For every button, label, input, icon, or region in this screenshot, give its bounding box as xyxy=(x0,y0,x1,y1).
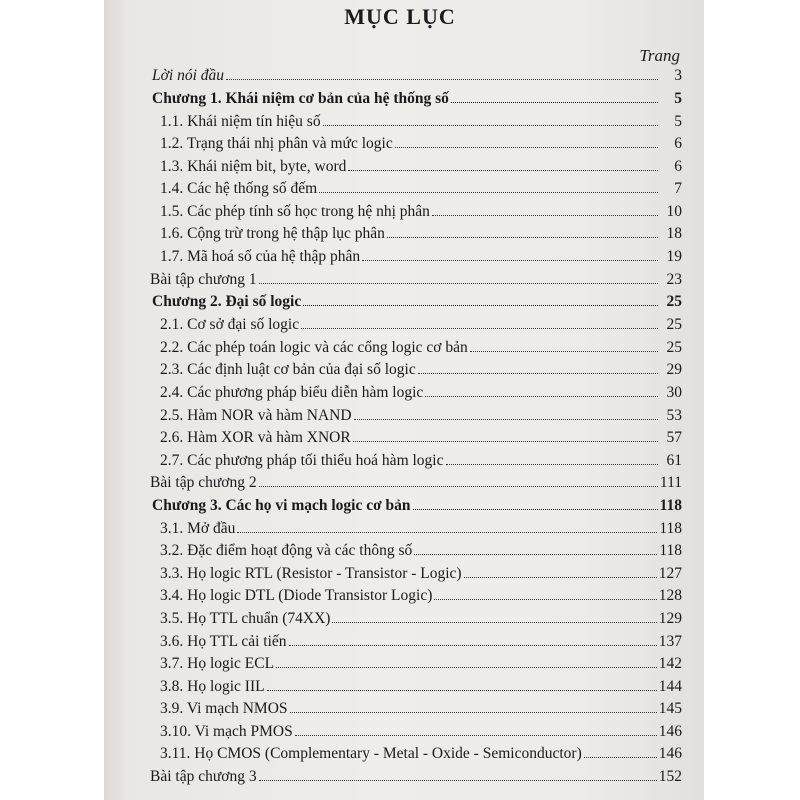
page-title: MỤC LỤC xyxy=(344,4,456,29)
toc-entry-row xyxy=(160,338,682,357)
toc-page-number: 10 xyxy=(666,203,682,221)
toc-page-number: 152 xyxy=(658,768,682,786)
toc-entry-row xyxy=(160,315,682,334)
toc-page-number: 25 xyxy=(666,339,682,357)
dot-leader xyxy=(290,699,657,713)
dot-leader xyxy=(226,66,658,80)
toc-page-number: 29 xyxy=(666,361,682,379)
dot-leader xyxy=(451,89,658,103)
dot-leader xyxy=(362,247,658,261)
dot-leader xyxy=(425,383,658,397)
toc-entry-label: 3.7. Họ logic ECL xyxy=(160,655,275,673)
toc-page-number: 25 xyxy=(666,316,682,334)
toc-chapter-row xyxy=(152,89,682,108)
toc-entry-row xyxy=(160,564,682,583)
toc-entry-label: 3.8. Họ logic IIL xyxy=(160,678,265,696)
toc-entry-label: 3.11. Họ CMOS (Complementary - Metal - Oxide - Semiconductor) xyxy=(160,745,582,763)
toc-entry-label: Chương 3. Các họ vi mạch logic cơ bản xyxy=(152,497,411,515)
toc-entry-label: 3.3. Họ logic RTL (Resistor - Transistor - Logic) xyxy=(160,565,462,583)
toc-page-number: 142 xyxy=(658,655,682,673)
toc-entry-label: 1.1. Khái niệm tín hiệu số xyxy=(160,113,321,131)
toc-page-number: 128 xyxy=(658,587,682,605)
dot-leader xyxy=(395,134,658,148)
toc-chapter-row xyxy=(152,496,682,515)
toc-entry-label: 1.2. Trạng thái nhị phân và mức logic xyxy=(160,135,393,153)
dot-leader xyxy=(348,157,658,171)
toc-entry-label: 3.2. Đặc điểm hoạt động và các thông số xyxy=(160,542,413,560)
toc-entry-row xyxy=(160,360,682,379)
toc-entry-row xyxy=(160,202,682,221)
toc-page-number: 145 xyxy=(658,700,682,718)
toc-entry-row xyxy=(160,677,682,696)
toc-entry-row xyxy=(160,157,682,176)
toc-entry-row xyxy=(160,632,682,651)
toc-page-number: 23 xyxy=(666,271,682,289)
toc-entry-label: 2.5. Hàm NOR và hàm NAND xyxy=(160,407,352,425)
toc-entry-label: Chương 2. Đại số logic xyxy=(152,293,302,311)
dot-leader xyxy=(584,744,657,758)
dot-leader xyxy=(413,496,658,510)
toc-page-number: 5 xyxy=(674,90,682,108)
toc-entry-label: 2.7. Các phương pháp tối thiểu hoá hàm logic xyxy=(160,452,444,470)
toc-entry-label: 3.10. Vi mạch PMOS xyxy=(160,723,293,741)
toc-entry-row xyxy=(150,270,682,289)
toc-page-number: 6 xyxy=(674,135,682,153)
toc-page-number: 118 xyxy=(659,497,682,515)
toc-page-number: 3 xyxy=(674,67,682,85)
toc-entry-row xyxy=(150,473,682,492)
toc-entry-label: 2.3. Các định luật cơ bản của đại số logic xyxy=(160,361,416,379)
toc-entry-row xyxy=(160,519,682,538)
toc-chapter-row xyxy=(152,292,682,311)
toc-entry-row xyxy=(160,699,682,718)
toc-entry-row xyxy=(160,247,682,266)
toc-entry-row xyxy=(160,451,682,470)
dot-leader xyxy=(237,519,657,533)
toc-entry-label: 1.7. Mã hoá số của hệ thập phân xyxy=(160,248,361,266)
toc-page-number: 19 xyxy=(666,248,682,266)
toc-entry-label: Bài tập chương 3 xyxy=(150,768,257,786)
toc-page-number: 111 xyxy=(659,474,682,492)
toc-page-number: 144 xyxy=(658,678,682,696)
toc-entry-label: 2.2. Các phép toán logic và các cổng logic cơ bản xyxy=(160,339,468,357)
toc-page-number: 146 xyxy=(658,723,682,741)
toc-page-number: 57 xyxy=(666,429,682,447)
toc-entry-row xyxy=(150,767,682,786)
dot-leader xyxy=(332,609,656,623)
toc-page-number: 18 xyxy=(666,225,682,243)
dot-leader xyxy=(295,722,657,736)
dot-leader xyxy=(267,677,657,691)
toc-entry-row xyxy=(160,428,682,447)
toc-entry-label: Lời nói đầu xyxy=(152,67,225,85)
toc-page-number: 127 xyxy=(658,565,682,583)
toc-entry-row xyxy=(160,224,682,243)
dot-leader xyxy=(418,360,658,374)
toc-entry-label: 1.4. Các hệ thống số đếm xyxy=(160,180,318,198)
dot-leader xyxy=(414,541,657,555)
dot-leader xyxy=(387,224,658,238)
dot-leader xyxy=(289,632,657,646)
dot-leader xyxy=(434,586,656,600)
toc-entry-row xyxy=(160,179,682,198)
toc-entry-row xyxy=(160,406,682,425)
toc-entry-row xyxy=(160,134,682,153)
toc-entry-label: 3.9. Vi mạch NMOS xyxy=(160,700,288,718)
toc-page-number: 118 xyxy=(659,520,682,538)
toc-entry-label: 1.3. Khái niệm bit, byte, word xyxy=(160,158,347,176)
toc-page-number: 61 xyxy=(666,452,682,470)
toc-entry-label: 2.1. Cơ sở đại số logic xyxy=(160,316,300,334)
toc-entry-row xyxy=(160,383,682,402)
dot-leader xyxy=(276,654,657,668)
toc-entry-row xyxy=(160,609,682,628)
dot-leader xyxy=(259,270,658,284)
toc-page-number: 137 xyxy=(658,633,682,651)
toc-entry-row xyxy=(160,586,682,605)
dot-leader xyxy=(432,202,658,216)
toc-entry-row xyxy=(160,541,682,560)
dot-leader xyxy=(259,473,658,487)
toc-entry-label: Bài tập chương 2 xyxy=(150,474,257,492)
page-column-header: Trang xyxy=(639,46,680,65)
dot-leader xyxy=(470,338,658,352)
toc-entry-label: 1.6. Cộng trừ trong hệ thập lục phân xyxy=(160,225,385,243)
dot-leader xyxy=(323,112,658,126)
toc-page-number: 7 xyxy=(674,180,682,198)
toc-page-number: 129 xyxy=(658,610,682,628)
toc-entry-row xyxy=(160,744,682,763)
toc-entry-label: Chương 1. Khái niệm cơ bản của hệ thống số xyxy=(152,90,449,108)
dot-leader xyxy=(464,564,657,578)
toc-page-number: 146 xyxy=(658,745,682,763)
toc-page-number: 6 xyxy=(674,158,682,176)
toc-entry-label: 1.5. Các phép tính số học trong hệ nhị phân xyxy=(160,203,430,221)
dot-leader xyxy=(446,451,659,465)
toc-entry-label: 3.6. Họ TTL cải tiến xyxy=(160,633,287,651)
toc-entry-label: Bài tập chương 1 xyxy=(150,271,257,289)
dot-leader xyxy=(301,315,658,329)
dot-leader xyxy=(303,292,658,306)
toc-entry-row xyxy=(152,66,682,85)
dot-leader xyxy=(353,428,658,442)
toc-page-number: 30 xyxy=(666,384,682,402)
dot-leader xyxy=(259,767,657,781)
toc-entry-row xyxy=(160,722,682,741)
toc-entry-label: 2.4. Các phương pháp biểu diễn hàm logic xyxy=(160,384,424,402)
toc-page-number: 5 xyxy=(674,113,682,131)
dot-leader xyxy=(319,179,658,193)
toc-page-number: 118 xyxy=(659,542,682,560)
toc-entry-label: 2.6. Hàm XOR và hàm XNOR xyxy=(160,429,351,447)
toc-page-number: 25 xyxy=(666,293,682,311)
toc-entry-label: 3.5. Họ TTL chuẩn (74XX) xyxy=(160,610,331,628)
toc-page-number: 53 xyxy=(666,407,682,425)
toc-entry-row xyxy=(160,112,682,131)
toc-entry-label: 3.1. Mở đầu xyxy=(160,520,236,538)
toc-entry-label: 3.4. Họ logic DTL (Diode Transistor Logic) xyxy=(160,587,433,605)
dot-leader xyxy=(354,406,658,420)
toc-entry-row xyxy=(160,654,682,673)
